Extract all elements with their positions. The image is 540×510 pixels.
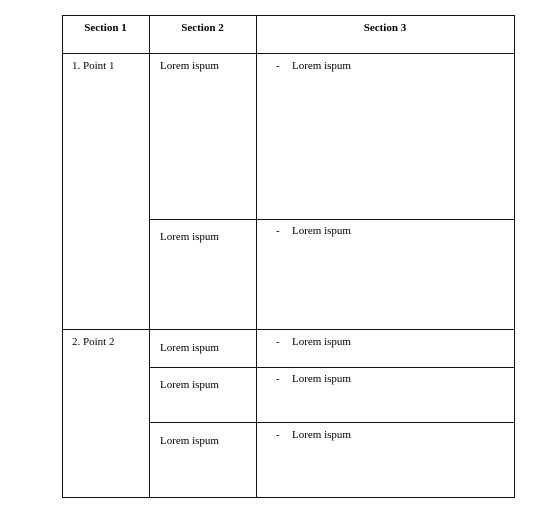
section2-cell: Lorem ispum	[160, 342, 219, 354]
bullet-dash: -	[276, 429, 280, 441]
row-divider	[149, 422, 515, 423]
section3-cell: Lorem ispum	[292, 60, 351, 72]
bullet-dash: -	[276, 336, 280, 348]
header-section-1: Section 1	[84, 22, 127, 34]
section3-cell: Lorem ispum	[292, 373, 351, 385]
table-border-bottom	[62, 497, 515, 498]
section3-cell: Lorem ispum	[292, 429, 351, 441]
point-label: 2. Point 2	[72, 336, 115, 348]
section2-cell: Lorem ispum	[160, 60, 219, 72]
section2-cell: Lorem ispum	[160, 435, 219, 447]
section2-cell: Lorem ispum	[160, 379, 219, 391]
table-border-top	[62, 15, 515, 16]
section3-cell: Lorem ispum	[292, 336, 351, 348]
header-divider	[62, 53, 515, 54]
header-section-3: Section 3	[363, 22, 407, 34]
table-border-left	[62, 15, 63, 498]
column-divider-1	[149, 15, 150, 498]
row-divider	[149, 219, 515, 220]
point-label: 1. Point 1	[72, 60, 115, 72]
bullet-dash: -	[276, 60, 280, 72]
row-divider	[149, 367, 515, 368]
table-border-right	[514, 15, 515, 498]
header-section-2: Section 2	[181, 22, 224, 34]
outline-table	[62, 15, 515, 498]
section3-cell: Lorem ispum	[292, 225, 351, 237]
section2-cell: Lorem ispum	[160, 231, 219, 243]
bullet-dash: -	[276, 373, 280, 385]
group-divider	[62, 329, 515, 330]
column-divider-2	[256, 15, 257, 498]
bullet-dash: -	[276, 225, 280, 237]
